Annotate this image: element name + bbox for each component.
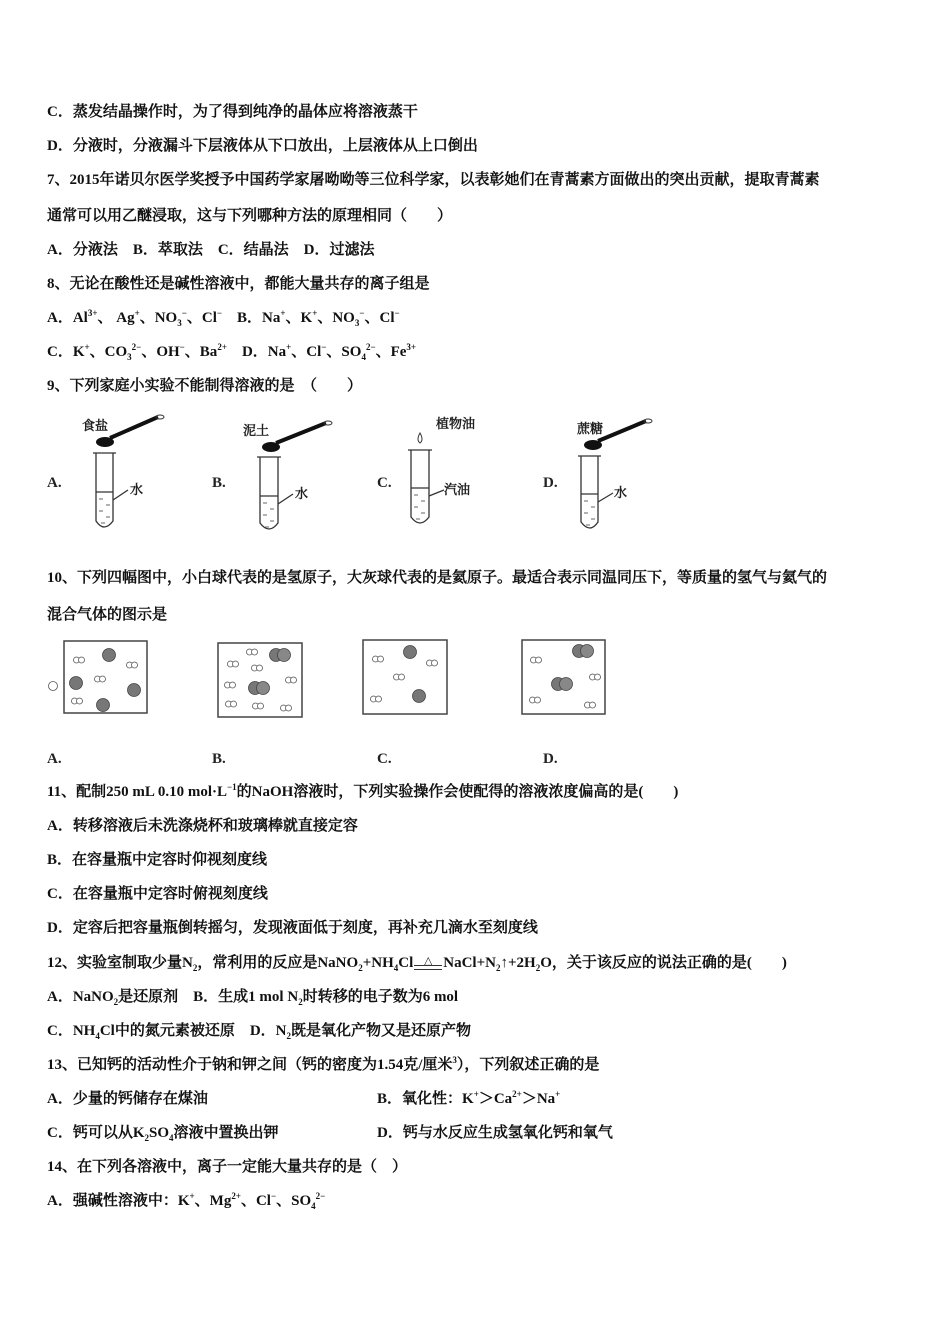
text-segment: 的NaOH溶液时，下列实验操作会使配得的溶液浓度偏高的是( )	[236, 784, 679, 800]
q9-option-c: C.	[377, 475, 392, 491]
gas-diagram-c	[363, 640, 447, 714]
text-sub: 2	[298, 997, 303, 1007]
text-segment: C．在容量瓶中定容时俯视刻度线	[47, 886, 268, 902]
text-segment: ），下列叙述正确的是	[456, 1057, 600, 1073]
test-tube-b	[257, 457, 293, 529]
text-sub: 3	[354, 318, 360, 328]
text-segment: 既是氧化产物又是还原产物	[291, 1023, 472, 1039]
test-tube-a	[93, 453, 128, 527]
text-sup: −	[216, 308, 223, 318]
text-segment: 、NO	[139, 310, 178, 326]
q9-solvent-a: 水	[130, 482, 144, 497]
q10-option-labels	[47, 751, 558, 767]
test-tube-c	[408, 450, 444, 523]
text-sup: +	[312, 308, 318, 318]
text-segment: A．转移溶液后未洗涤烧杯和玻璃棒就直接定容	[47, 818, 358, 834]
q9-option-a: A.	[47, 475, 62, 491]
q10-option-c: C.	[377, 751, 392, 767]
text-segment: 、Cl	[291, 344, 322, 360]
text-sub: 4	[393, 963, 399, 973]
test-tube-d	[578, 456, 613, 528]
text-sup: 2+	[231, 1191, 241, 1201]
text-segment: B．在容量瓶中定容时仰视刻度线	[47, 852, 268, 868]
q9-solute-b: 泥土	[243, 423, 270, 438]
q9-solute-d: 蔗糖	[577, 421, 604, 436]
text-sub: 4	[361, 352, 366, 362]
text-sub: 2	[358, 963, 363, 973]
text-segment: B．Na	[222, 310, 281, 326]
text-segment: ，常利用的反应是NaNO	[197, 955, 359, 971]
text-sup: +	[84, 342, 90, 352]
text-segment: Cl中的氮元素被还原 D．N	[99, 1023, 287, 1039]
text-segment: ＞Na	[521, 1091, 556, 1107]
text-sub: 4	[169, 1133, 174, 1143]
text-segment: A．分液法 B．萃取法 C．结晶法 D．过滤法	[47, 242, 375, 258]
q9-solvent-b: 水	[295, 486, 309, 501]
text-segment: +NH	[362, 955, 394, 971]
text-segment: 12、实验室制取少量N	[47, 955, 193, 971]
q9-solvent-c: 汽油	[444, 482, 471, 497]
text-sub: 2	[286, 1031, 292, 1041]
q10-option-d: D.	[543, 751, 558, 767]
q9-option-d: D.	[543, 475, 558, 491]
text-sub: 3	[177, 318, 182, 328]
gas-diagram-b	[218, 643, 302, 717]
q9-option-b: B.	[212, 475, 226, 491]
text-sup: −	[270, 1191, 277, 1201]
text-sup: +	[280, 308, 286, 318]
heat-condition-icon: △	[424, 954, 433, 967]
text-segment: C．NH	[47, 1023, 96, 1039]
text-sup: +	[473, 1089, 479, 1099]
text-sup: +	[555, 1089, 561, 1099]
text-segment: Cl	[398, 955, 414, 971]
text-sup: −	[359, 308, 365, 318]
text-segment: 、OH	[141, 344, 180, 360]
text-sub: 2	[192, 963, 198, 973]
text-segment: 、 Ag	[97, 310, 135, 326]
text-sup: 2+	[512, 1089, 522, 1099]
text-segment: 、Fe	[375, 344, 407, 360]
text-sub: 2	[113, 997, 119, 1007]
text-sub: 2	[144, 1133, 150, 1143]
text-segment: 9、下列家庭小实验不能制得溶液的是 （ ）	[47, 378, 363, 394]
text-segment: 、Cl	[186, 310, 217, 326]
text-sub: 3	[127, 352, 132, 362]
text-segment: SO	[149, 1125, 170, 1141]
text-sub: 2	[535, 963, 541, 973]
text-sup: −	[394, 308, 400, 318]
text-sup: +	[189, 1191, 195, 1201]
text-segment: D．钙与水反应生成氢氧化钙和氧气	[377, 1125, 613, 1141]
text-segment: C．K	[47, 344, 85, 360]
text-sup: −1	[227, 782, 237, 792]
text-segment: D．定容后把容量瓶倒转摇匀，发现液面低于刻度，再补充几滴水至刻度线	[47, 920, 538, 936]
text-segment: 、NO	[317, 310, 355, 326]
gas-diagram-d	[522, 640, 605, 714]
text-sup: −	[321, 342, 327, 352]
text-sup: 2−	[365, 342, 376, 352]
text-sup: 3	[452, 1055, 457, 1065]
text-segment: 时转移的电子数为6 mol	[302, 989, 459, 1005]
text-sup: 2+	[217, 342, 227, 352]
text-sup: −	[179, 342, 185, 352]
text-segment: C．蒸发结晶操作时，为了得到纯净的晶体应将溶液蒸干	[47, 104, 418, 120]
q9-solute-c: 植物油	[436, 416, 476, 431]
text-segment: 、Cl	[364, 310, 395, 326]
text-segment: D．Na	[226, 344, 287, 360]
text-segment: 、Ba	[184, 344, 218, 360]
text-segment: O，关于该反应的说法正确的是( )	[540, 955, 787, 971]
text-segment: A．少量的钙储存在煤油	[47, 1091, 208, 1107]
text-segment: 、Mg	[194, 1193, 232, 1209]
q9-solute-a: 食盐	[82, 418, 109, 433]
text-sup: 2−	[315, 1191, 326, 1201]
text-segment: 7、2015年诺贝尔医学奖授予中国药学家屠呦呦等三位科学家，以表彰她们在青蒿素方面做出的突出贡献，提取青蒿素	[47, 172, 820, 188]
text-sup: +	[286, 342, 292, 352]
text-segment: 、Cl	[240, 1193, 271, 1209]
text-sup: +	[134, 308, 140, 318]
text-segment: D．分液时，分液漏斗下层液体从下口放出，上层液体从上口倒出	[47, 138, 478, 154]
text-segment: ↑+2H	[500, 955, 536, 971]
text-sup: 2−	[131, 342, 142, 352]
text-segment: ＞Ca	[478, 1091, 513, 1107]
text-segment: 、K	[285, 310, 313, 326]
text-segment: A．NaNO	[47, 989, 114, 1005]
text-sup: 3+	[87, 308, 98, 318]
text-segment: 11、配制250 mL 0.10 mol·L	[47, 784, 228, 800]
spoon-icon	[262, 421, 332, 452]
text-segment: 混合气体的图示是	[47, 607, 168, 623]
text-sup: 3+	[406, 342, 417, 352]
text-segment: 溶液中置换出钾	[173, 1125, 279, 1141]
text-segment: C．钙可以从K	[47, 1125, 145, 1141]
text-sup: −	[181, 308, 187, 318]
q10-option-b: B.	[212, 751, 226, 767]
text-segment: 13、已知钙的活动性介于钠和钾之间（钙的密度为1.54克/厘米	[47, 1057, 453, 1073]
text-segment: 10、下列四幅图中，小白球代表的是氢原子，大灰球代表的是氦原子。最适合表示同温同压下，等质量的氢气与氦气的	[47, 570, 828, 586]
text-segment: 、SO	[276, 1193, 312, 1209]
text-segment: 、CO	[89, 344, 128, 360]
text-sub: 2	[495, 963, 501, 973]
q10-option-a: A.	[47, 751, 62, 767]
text-segment: A．强碱性溶液中：K	[47, 1193, 190, 1209]
text-segment: 、SO	[326, 344, 362, 360]
text-segment: 是还原剂 B．生成1 mol N	[118, 989, 299, 1005]
text-segment: B．氧化性：K	[377, 1091, 474, 1107]
q9-solvent-d: 水	[614, 485, 628, 500]
text-segment: A．Al	[47, 310, 88, 326]
text-segment: 14、在下列各溶液中，离子一定能大量共存的是（ ）	[47, 1159, 408, 1175]
text-segment: 通常可以用乙醚浸取，这与下列哪种方法的原理相同（ ）	[47, 208, 453, 224]
marker-icon	[49, 682, 58, 691]
text-sub: 4	[311, 1201, 316, 1211]
text-sub: 4	[95, 1031, 100, 1041]
text-segment: NaCl+N	[443, 955, 496, 971]
text-segment: 8、无论在酸性还是碱性溶液中，都能大量共存的离子组是	[47, 276, 430, 292]
oil-drop-icon	[418, 433, 422, 443]
gas-diagram-a	[64, 641, 147, 713]
